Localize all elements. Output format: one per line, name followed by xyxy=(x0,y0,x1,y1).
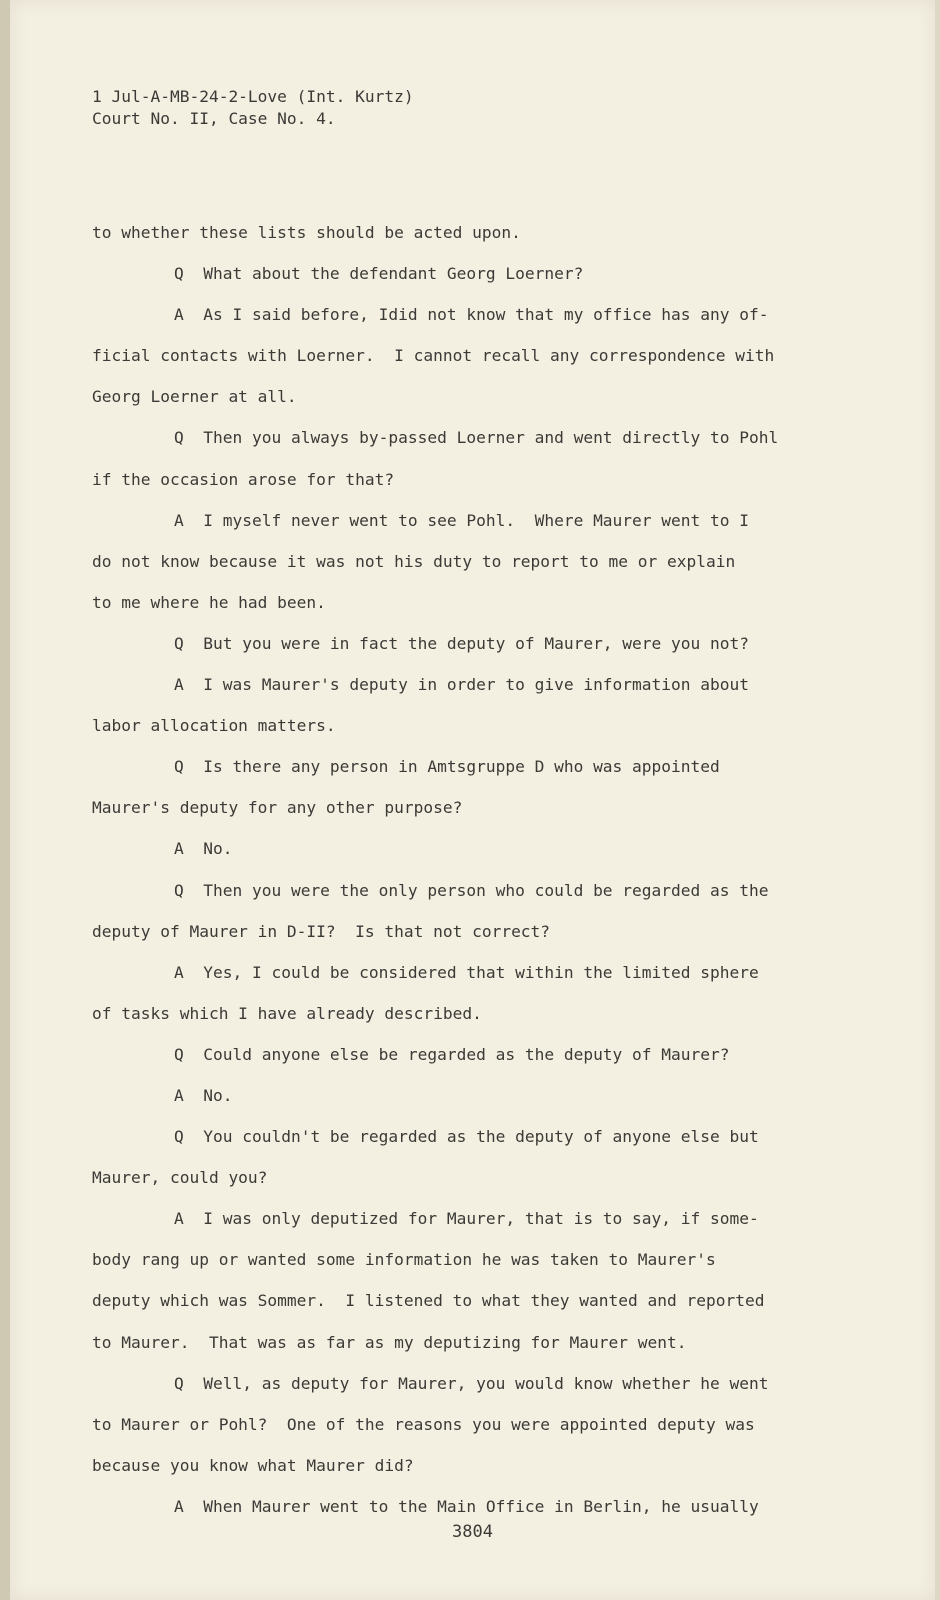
transcript-line: to Maurer. That was as far as my deputizing for Maurer went. xyxy=(92,1332,687,1352)
header-line-1: 1 Jul-A-MB-24-2-Love (Int. Kurtz) xyxy=(92,87,414,106)
transcript-line: deputy of Maurer in D-II? Is that not correct? xyxy=(92,921,551,941)
transcript-line: Q But you were in fact the deputy of Maurer, were you not? xyxy=(174,633,749,653)
document-page xyxy=(10,0,935,1600)
transcript-line: A As I said before, Idid not know that my office has any of- xyxy=(174,305,769,325)
page-number: 3804 xyxy=(452,1522,493,1542)
transcript-line: labor allocation matters. xyxy=(92,716,336,736)
transcript-line: if the occasion arose for that? xyxy=(92,469,395,489)
transcript-line: Q You couldn't be regarded as the deputy of anyone else but xyxy=(174,1127,759,1147)
transcript-line: to Maurer or Pohl? One of the reasons you were appointed deputy was xyxy=(92,1414,755,1434)
transcript-line: to whether these lists should be acted upon. xyxy=(92,223,521,242)
transcript-line: Maurer, could you? xyxy=(92,1168,268,1188)
transcript-line: of tasks which I have already described. xyxy=(92,1003,482,1023)
transcript-body xyxy=(92,212,852,1527)
transcript xyxy=(92,86,852,1527)
transcript-line: ficial contacts with Loerner. I cannot recall any correspondence with xyxy=(92,346,775,366)
transcript-line: A No. xyxy=(174,1085,233,1105)
header-line-2: Court No. II, Case No. 4. xyxy=(92,109,336,128)
transcript-line: body rang up or wanted some information he was taken to Maurer's xyxy=(92,1250,716,1270)
transcript-line: do not know because it was not his duty to report to me or explain xyxy=(92,551,736,571)
transcript-line: because you know what Maurer did? xyxy=(92,1455,414,1475)
transcript-line: A No. xyxy=(174,839,233,859)
transcript-line: A I was Maurer's deputy in order to give information about xyxy=(174,675,749,695)
transcript-line: A I was only deputized for Maurer, that is to say, if some- xyxy=(174,1209,759,1229)
transcript-line: to me where he had been. xyxy=(92,592,326,612)
transcript-line: A Yes, I could be considered that within the limited sphere xyxy=(174,962,759,982)
transcript-line: Q Then you were the only person who could be regarded as the xyxy=(174,880,769,900)
transcript-line: Maurer's deputy for any other purpose? xyxy=(92,798,463,818)
transcript-line: A I myself never went to see Pohl. Where Maurer went to I xyxy=(174,510,749,530)
transcript-line: Q Could anyone else be regarded as the deputy of Maurer? xyxy=(174,1044,730,1064)
scan-border xyxy=(0,0,10,1600)
transcript-line: Q What about the defendant Georg Loerner? xyxy=(174,264,584,284)
transcript-line: Georg Loerner at all. xyxy=(92,387,297,407)
transcript-line: Q Then you always by-passed Loerner and went directly to Pohl xyxy=(174,428,779,448)
transcript-line: A When Maurer went to the Main Office in Berlin, he usually xyxy=(174,1496,759,1516)
transcript-line: deputy which was Sommer. I listened to what they wanted and reported xyxy=(92,1291,765,1311)
transcript-line: Q Is there any person in Amtsgruppe D who was appointed xyxy=(174,757,720,777)
transcript-line: Q Well, as deputy for Maurer, you would know whether he went xyxy=(174,1373,769,1393)
